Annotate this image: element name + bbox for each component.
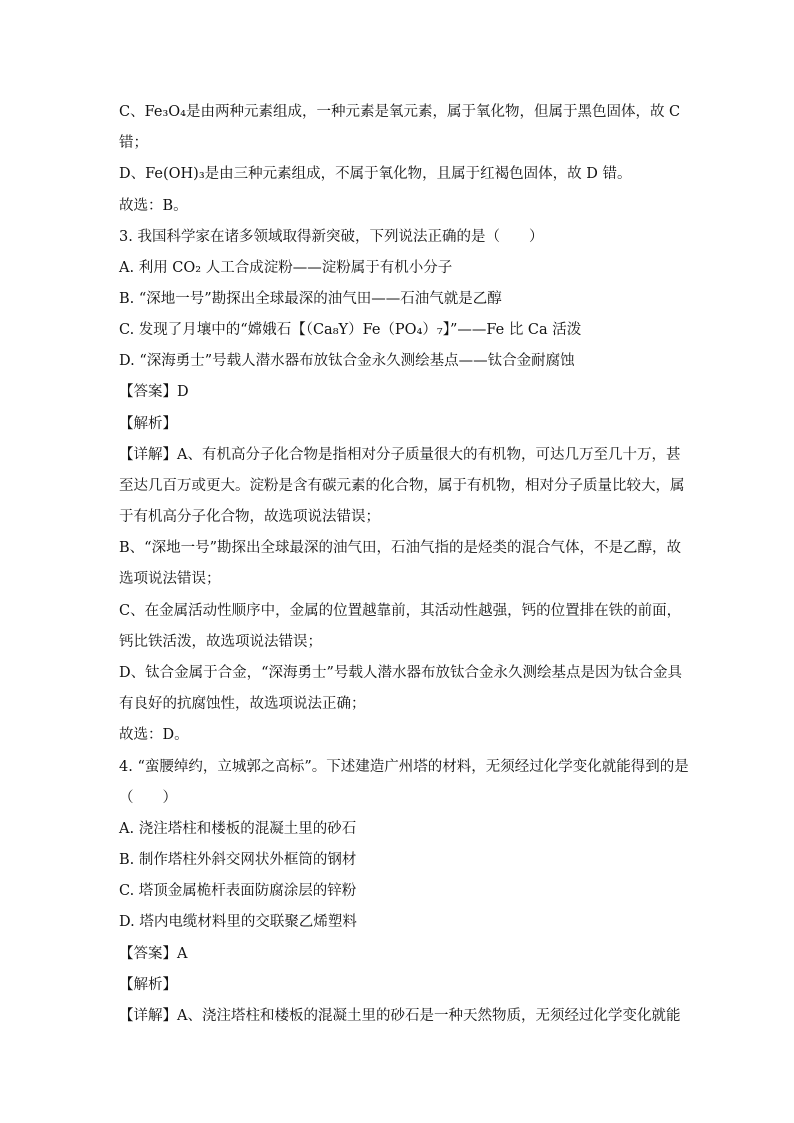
option-d: D. “深海勇士”号载人潜水器布放钛合金永久测绘基点——钛合金耐腐蚀 [119,353,575,369]
text-line: D、钛合金属于合金，“深海勇士”号载人潜水器布放钛合金永久测绘基点是因为钛合金具 [119,665,682,681]
text-line: 钙比铁活泼，故选项说法错误； [119,634,322,650]
text-line: 【详解】A、有机高分子化合物是指相对分子质量很大的有机物，可达几万至几十万，甚 [119,447,681,463]
text-line: C、Fe₃O₄是由两种元素组成，一种元素是氧元素，属于氧化物，但属于黑色固体，故 C [119,104,681,120]
option-a: A. 利用 CO₂ 人工合成淀粉——淀粉属于有机小分子 [119,260,453,276]
text-line: 至达几百万或更大。淀粉是含有碳元素的化合物，属于有机物，相对分子质量比较大，属 [119,478,685,494]
text-line: 故选：B。 [119,198,188,214]
option-d: D. 塔内电缆材料里的交联聚乙烯塑料 [119,914,357,930]
answer-label: 【答案】A [119,946,188,962]
question-4-stem: 4. “蛮腰绰约，立城郭之高标”。下述建造广州塔的材料，无须经过化学变化就能得到的是 [119,759,689,775]
text-line: 选项说法错误； [119,571,221,587]
text-line: 有良好的抗腐蚀性，故选项说法正确； [119,696,366,712]
option-b: B. 制作塔柱外斜交网状外框筒的钢材 [119,852,357,868]
option-a: A. 浇注塔柱和楼板的混凝土里的砂石 [119,821,357,837]
question-3-stem: 3. 我国科学家在诸多领域取得新突破，下列说法正确的是（ ） [119,229,544,245]
option-c: C. 塔顶金属桅杆表面防腐涂层的锌粉 [119,883,357,899]
analysis-label: 【解析】 [119,977,177,993]
text-line: （ ） [119,790,177,806]
text-line: C、在金属活动性顺序中，金属的位置越靠前，其活动性越强，钙的位置排在铁的前面， [119,603,682,619]
text-line: 故选：D。 [119,727,189,743]
text-line: D、Fe(OH)₃是由三种元素组成，不属于氧化物，且属于红褐色固体，故 D 错。 [119,166,632,182]
answer-label: 【答案】D [119,384,189,400]
text-line: 【详解】A、浇注塔柱和楼板的混凝土里的砂石是一种天然物质，无须经过化学变化就能 [119,1008,681,1024]
text-line: 于有机高分子化合物，故选项说法错误； [119,509,380,525]
option-c: C. 发现了月壤中的“嫦娥石【（Ca₈Y）Fe（PO₄）₇】”——Fe 比 Ca 活泼 [119,322,582,338]
analysis-label: 【解析】 [119,416,177,432]
text-line: 错； [119,135,148,151]
text-line: B、“深地一号”勘探出全球最深的油气田，石油气指的是烃类的混合气体，不是乙醇，故 [119,540,681,556]
option-b: B. “深地一号”勘探出全球最深的油气田——石油气就是乙醇 [119,291,502,307]
